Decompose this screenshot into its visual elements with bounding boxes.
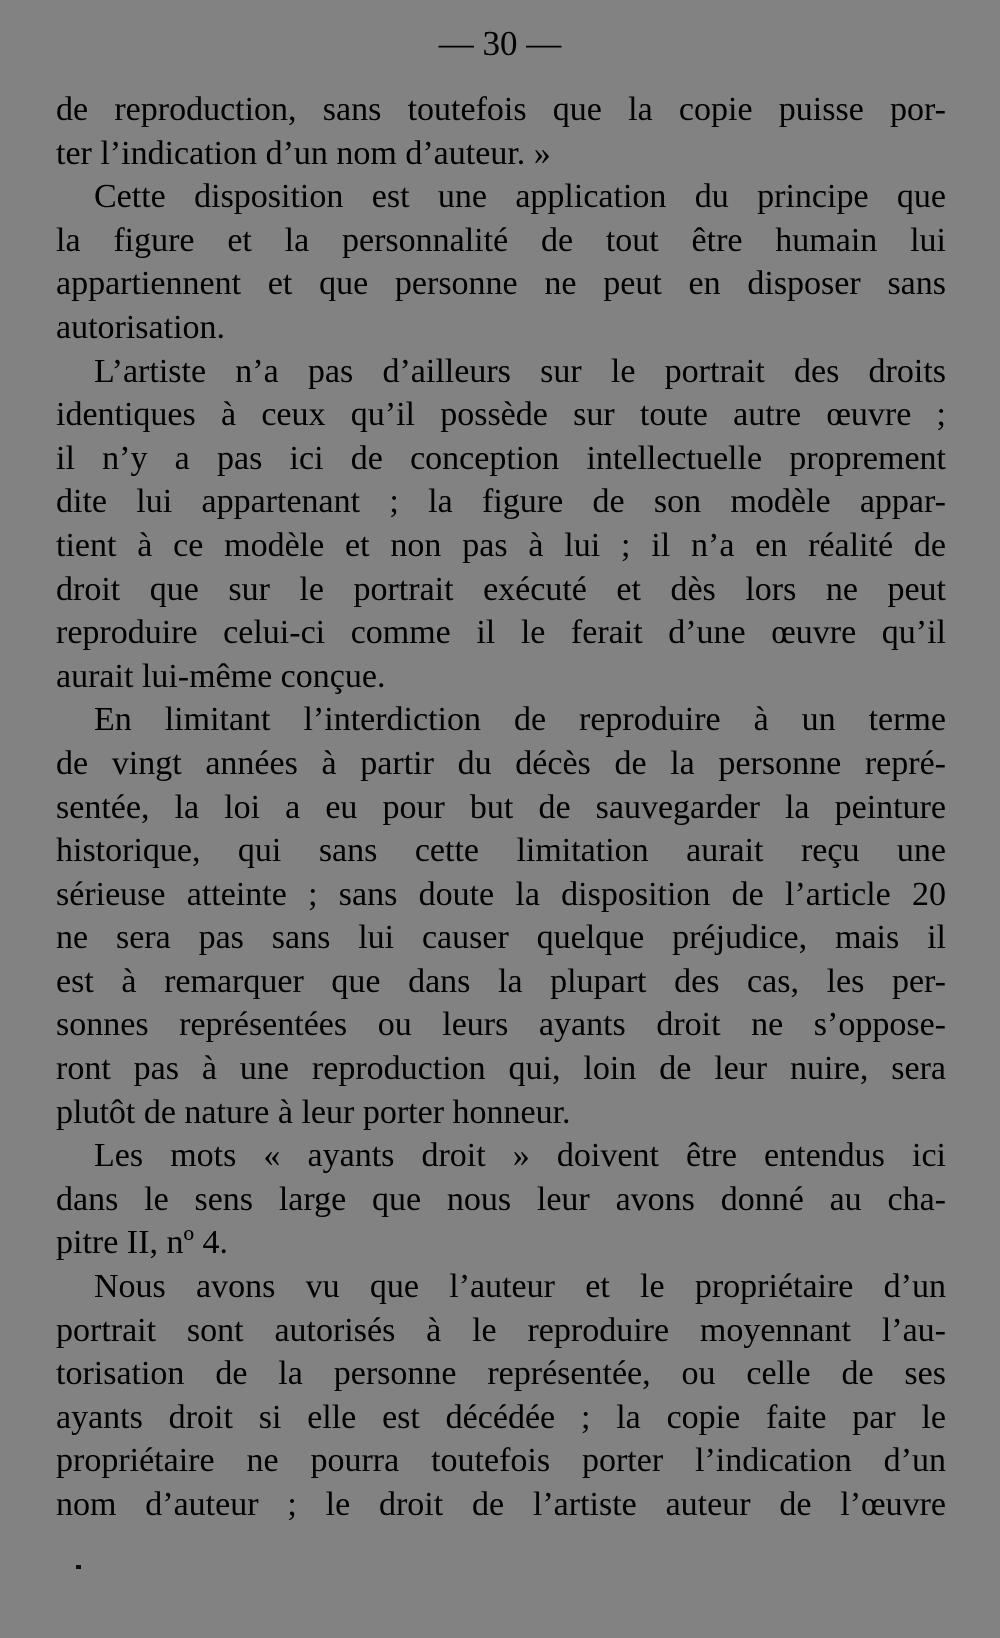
- text-line: autorisation.: [56, 308, 226, 346]
- text-line: plutôt de nature à leur porter honneur.: [56, 1093, 571, 1131]
- text-line: propriétaire ne pourra toutefois porter l’indication d’un: [56, 1442, 946, 1480]
- text-line: de reproduction, sans toutefois que la copie puisse por-: [56, 91, 946, 128]
- text-line: la figure et la personnalité de tout être humain lui: [56, 221, 946, 259]
- text-line: dans le sens large que nous leur avons donné au cha-: [56, 1180, 946, 1218]
- text-line: droit que sur le portrait exécuté et dès lors ne peut: [56, 570, 946, 608]
- text-line: appartiennent et que personne ne peut en disposer sans: [56, 265, 946, 303]
- text-line: torisation de la personne représentée, ou celle de ses: [56, 1355, 946, 1393]
- ink-speck: [76, 1565, 81, 1569]
- paragraph-1: [56, 88, 946, 175]
- text-line: L’artiste n’a pas d’ailleurs sur le portrait des droits: [94, 352, 946, 390]
- text-line: sonnes représentées ou leurs ayants droit ne s’oppose-: [56, 1006, 946, 1044]
- text-line: Cette disposition est une application du principe que: [94, 178, 946, 216]
- text-line: sentée, la loi a eu pour but de sauvegarder la peinture: [56, 788, 946, 826]
- paragraph-2: [56, 175, 946, 349]
- text-line: Nous avons vu que l’auteur et le propriétaire d’un: [94, 1268, 946, 1306]
- text-line: est à remarquer que dans la plupart des cas, les per-: [56, 962, 946, 1000]
- text-line: En limitant l’interdiction de reproduire à un terme: [94, 701, 946, 739]
- text-line: pitre II, nº 4.: [56, 1224, 228, 1262]
- paragraph-4: [56, 698, 946, 1134]
- text-line: portrait sont autorisés à le reproduire moyennant l’au-: [56, 1311, 946, 1349]
- paragraph-5: [56, 1134, 946, 1265]
- text-line: ne sera pas sans lui causer quelque préjudice, mais il: [56, 919, 946, 957]
- text-line: dite lui appartenant ; la figure de son modèle appar-: [56, 483, 946, 521]
- text-line: ayants droit si elle est décédée ; la copie faite par le: [56, 1398, 946, 1436]
- text-line: ront pas à une reproduction qui, loin de leur nuire, sera: [56, 1050, 946, 1088]
- page-number: — 30 —: [438, 24, 562, 63]
- text-line: identiques à ceux qu’il possède sur toute autre œuvre ;: [56, 396, 946, 434]
- text-line: reproduire celui-ci comme il le ferait d’une œuvre qu’il: [56, 614, 946, 652]
- paragraph-6: [56, 1265, 946, 1527]
- text-line: sérieuse atteinte ; sans doute la disposition de l’article 20: [56, 875, 946, 913]
- text-line: de vingt années à partir du décès de la personne repré-: [56, 744, 946, 782]
- text-line: aurait lui-même conçue.: [56, 657, 386, 695]
- text-line: Les mots « ayants droit » doivent être entendus ici: [94, 1137, 946, 1175]
- text-line: il n’y a pas ici de conception intellectuelle proprement: [56, 439, 946, 477]
- text-line: ter l’indication d’un nom d’auteur. »: [56, 134, 551, 172]
- text-line: historique, qui sans cette limitation aurait reçu une: [56, 832, 946, 870]
- paragraph-3: [56, 350, 946, 699]
- text-line: nom d’auteur ; le droit de l’artiste auteur de l’œuvre: [56, 1486, 946, 1523]
- text-line: tient à ce modèle et non pas à lui ; il n’a en réalité de: [56, 526, 946, 564]
- body-text: [56, 88, 946, 1527]
